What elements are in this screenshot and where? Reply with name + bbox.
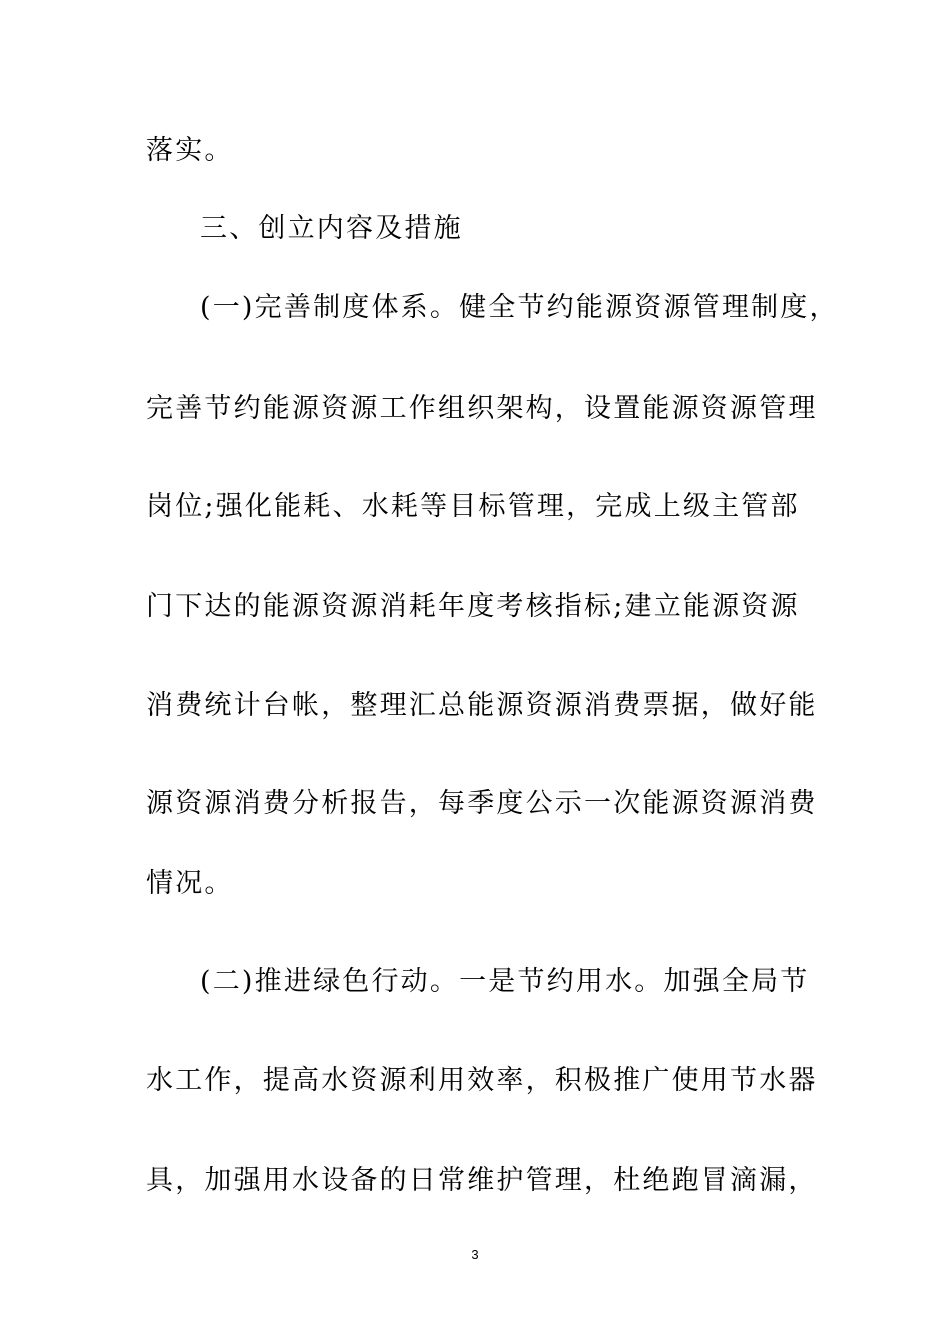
- paragraph-line: 落实。: [146, 135, 234, 166]
- paragraph-line: 岗位;强化能耗、水耗等目标管理，完成上级主管部: [146, 491, 800, 522]
- page-number: 3: [471, 1247, 479, 1262]
- paragraph-line: (二)推进绿色行动。一是节约用水。加强全局节: [200, 966, 810, 997]
- paragraph-line: 门下达的能源资源消耗年度考核指标;建立能源资源: [146, 591, 800, 622]
- paragraph-line: 完善节约能源资源工作组织架构，设置能源资源管理: [146, 393, 818, 424]
- section-heading: 三、创立内容及措施: [200, 213, 463, 244]
- paragraph-line: 情况。: [146, 868, 234, 899]
- paragraph-line: 源资源消费分析报告，每季度公示一次能源资源消费: [146, 788, 818, 819]
- paragraph-line: 具，加强用水设备的日常维护管理，杜绝跑冒滴漏，: [146, 1165, 818, 1196]
- paragraph-line: 消费统计台帐，整理汇总能源资源消费票据，做好能: [146, 690, 818, 721]
- paragraph-line: (一)完善制度体系。健全节约能源资源管理制度，: [200, 292, 839, 323]
- paragraph-line: 水工作，提高水资源利用效率，积极推广使用节水器: [146, 1065, 818, 1096]
